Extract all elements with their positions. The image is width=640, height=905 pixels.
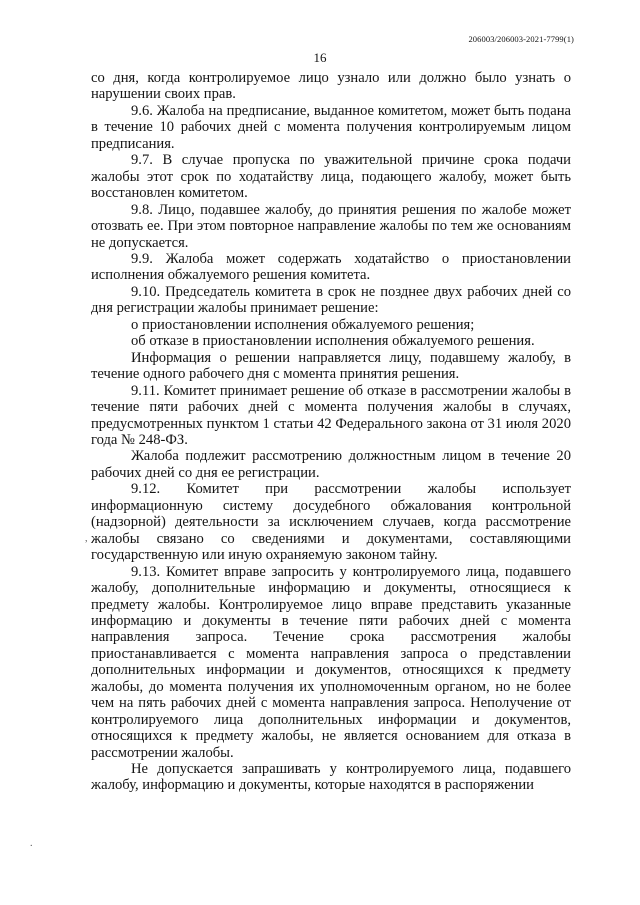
- document-body: [91, 70, 571, 794]
- paragraph-9-7: 9.7. В случае пропуска по уважительной причине срока подачи жалобы этот срок по ходатайству лица, подающего жалобу, может быть восстановлен комитетом.: [91, 152, 571, 202]
- paragraph-option-refuse: об отказе в приостановлении исполнения обжалуемого решения.: [131, 333, 535, 350]
- paragraph-9-12: 9.12. Комитет при рассмотрении жалобы использует информационную систему досудебного обжалования контрольной (надзорной) деятельности за исключением случаев, когда рассмотрение жалобы связано со сведениями и документами, составляющими государственную или иную охраняемую законом тайну.: [91, 481, 571, 564]
- paragraph-review-period: Жалоба подлежит рассмотрению должностным лицом в течение 20 рабочих дней со дня ее регистрации.: [91, 448, 571, 481]
- paragraph-9-9: 9.9. Жалоба может содержать ходатайство о приостановлении исполнения обжалуемого решения комитета.: [91, 250, 571, 284]
- document-id: 206003/206003-2021-7799(1): [468, 34, 574, 44]
- paragraph-9-10: 9.10. Председатель комитета в срок не позднее двух рабочих дней со дня регистрации жалобы принимает решение:: [91, 283, 571, 317]
- paragraph-option-suspend: о приостановлении исполнения обжалуемого решения;: [131, 316, 475, 333]
- paragraph-9-13: 9.13. Комитет вправе запросить у контролируемого лица, подавшего жалобу, дополнительные информацию и документы, относящиеся к предмету жалобы. Контролируемое лицо вправе представить указанные информацию и документы в течение пяти рабочих дней с момента направления запроса. Течение срока рассмотрения жалобы приостанавливается с момента направления запроса о представлении дополнительных информации и документов, относящихся к предмету жалобы, до момента получения их уполномоченным органом, но не более чем на пять рабочих дней с момента направления запроса. Неполучение от контролируемого лица дополнительных информации и документов, относящихся к предмету жалобы, не является основанием для отказа в рассмотрении жалобы.: [91, 563, 571, 761]
- paragraph-9-11: 9.11. Комитет принимает решение об отказе в рассмотрении жалобы в течение пяти рабочих дней с момента получения жалобы в случаях, предусмотренных пунктом 1 статьи 42 Федерального закона от 31 июля 2020 года № 248-ФЗ.: [91, 382, 571, 448]
- paragraph-continuation: со дня, когда контролируемое лицо узнало или должно было узнать о нарушении своих прав.: [91, 70, 571, 103]
- paragraph-no-request: Не допускается запрашивать у контролируемого лица, подавшего жалобу, информацию и документы, которые находятся в распоряжении: [91, 761, 571, 794]
- page-number: 16: [313, 50, 327, 65]
- paragraph-decision-info: Информация о решении направляется лицу, подавшему жалобу, в течение одного рабочего дня с момента принятия решения.: [91, 349, 571, 383]
- paragraph-9-6: 9.6. Жалоба на предписание, выданное комитетом, может быть подана в течение 10 рабочих дней с момента получения контролируемым лицом предписания.: [91, 102, 571, 152]
- paragraph-9-8: 9.8. Лицо, подавшее жалобу, до принятия решения по жалобе может отозвать ее. При этом повторное направление жалобы по тем же основаниям не допускается.: [91, 201, 571, 251]
- scan-mark: .: [30, 838, 33, 849]
- scan-mark: ,: [85, 533, 88, 544]
